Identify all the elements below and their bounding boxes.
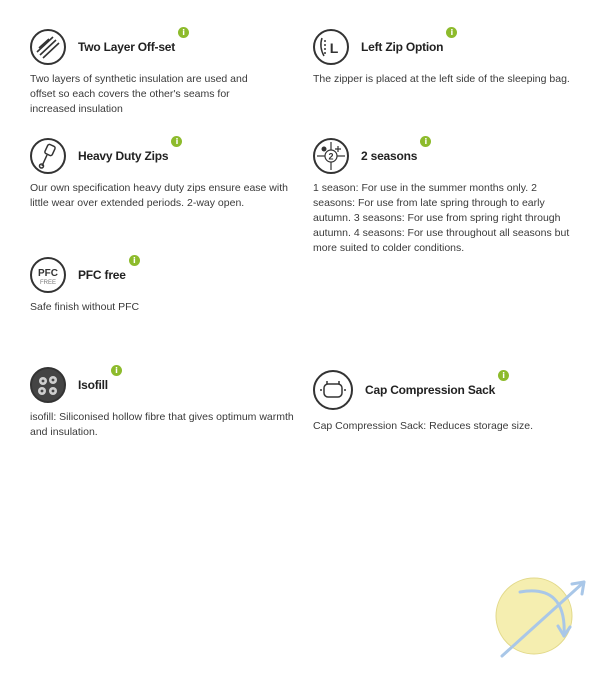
feature-header <box>30 27 270 67</box>
feature-description: isofill: Siliconised hollow fibre that gives optimum warmth and insulation. <box>30 411 294 438</box>
feature-description: Cap Compression Sack: Reduces storage size. <box>313 420 534 432</box>
zip-pull-icon <box>30 138 66 174</box>
hollow-fibre-icon <box>30 367 66 403</box>
layers-icon <box>30 29 66 65</box>
info-icon[interactable]: i <box>111 365 122 376</box>
feature-header <box>313 27 571 67</box>
feature-two-layer-offset <box>30 27 270 117</box>
feature-title: Left Zip Option i <box>361 40 443 54</box>
pfc-free-icon <box>30 257 66 293</box>
feature-description: The zipper is placed at the left side of the sleeping bag. <box>313 73 570 85</box>
feature-description: Our own specification heavy duty zips ensure ease with little wear over extended periods. 2-way open. <box>30 182 288 209</box>
feature-title: Heavy Duty Zips i <box>78 149 168 163</box>
feature-title: 2 seasons i <box>361 149 417 163</box>
feature-header <box>30 136 292 176</box>
feature-seasons <box>313 136 575 256</box>
info-icon[interactable]: i <box>498 370 509 381</box>
watermark-logo <box>492 574 592 664</box>
feature-heavy-duty-zips <box>30 136 292 211</box>
info-icon[interactable]: i <box>178 27 189 38</box>
feature-title: Isofill i <box>78 378 108 392</box>
feature-isofill <box>30 365 295 440</box>
feature-description: 1 season: For use in the summer months only. 2 seasons: For use from late spring through to early autumn. 3 seasons: For use from spring right through autumn. 4 seasons: For use throughout all seasons but more suited to colder conditions. <box>313 182 570 254</box>
feature-header <box>313 136 575 176</box>
info-icon[interactable]: i <box>129 255 140 266</box>
feature-title: Two Layer Off-set i <box>78 40 175 54</box>
feature-title: PFC free i <box>78 268 126 282</box>
feature-description: Safe finish without PFC <box>30 301 140 313</box>
feature-header <box>30 365 295 405</box>
feature-pfc-free <box>30 255 270 315</box>
compression-sack-icon <box>313 370 353 410</box>
left-zip-icon <box>313 29 349 65</box>
info-icon[interactable]: i <box>446 27 457 38</box>
info-icon[interactable]: i <box>171 136 182 147</box>
seasons-icon <box>313 138 349 174</box>
feature-title: Cap Compression Sack i <box>365 383 495 397</box>
feature-header <box>30 255 270 295</box>
svg-text:L: L <box>329 40 339 56</box>
feature-description: Two layers of synthetic insulation are used and offset so each covers the other's seams for increased insulation <box>30 73 248 115</box>
pfc-icon-text: PFC <box>38 268 58 279</box>
feature-left-zip-option <box>313 27 571 87</box>
free-icon-text: FREE <box>39 280 57 286</box>
season-number: 2 <box>328 151 334 162</box>
feature-cap-compression-sack <box>313 370 575 434</box>
info-icon[interactable]: i <box>420 136 431 147</box>
feature-header <box>313 370 575 410</box>
